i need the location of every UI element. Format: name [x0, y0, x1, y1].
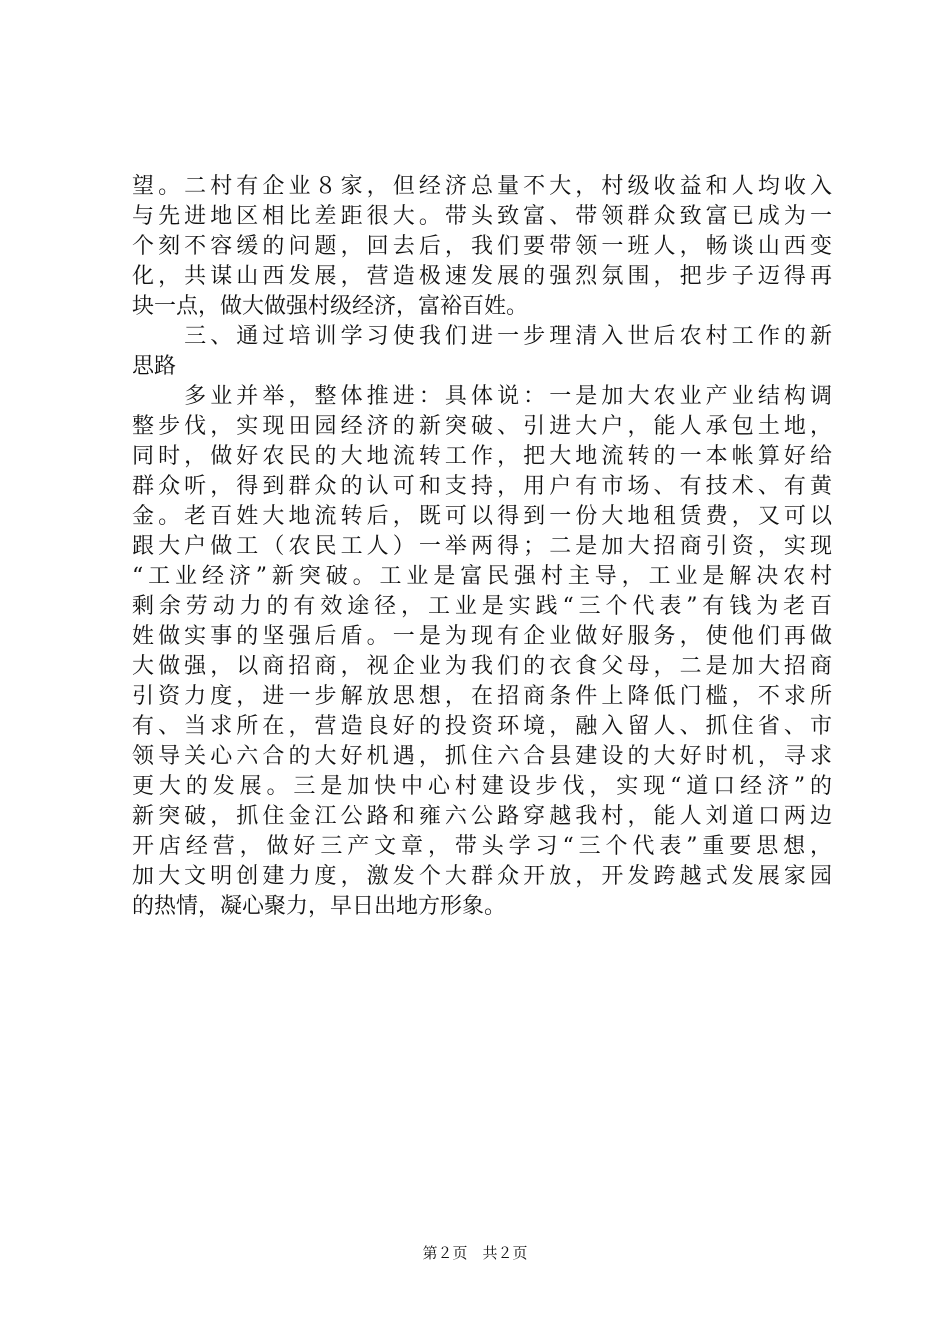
- text-line: 的热情，凝心聚力，早日出地方形象。: [132, 894, 507, 919]
- text-line: 领导关心六合的大好机遇，抓住六合县建设的大好时机，寻求: [132, 744, 832, 769]
- text-line: 望。二村有企业８家，但经济总量不大，村级收益和人均收入: [132, 174, 832, 199]
- text-line: 新突破，抓住金江公路和雍六公路穿越我村，能人刘道口两边: [132, 804, 832, 829]
- text-line: 剩余劳动力的有效途径，工业是实践“三个代表”有钱为老百: [132, 594, 832, 619]
- text-line: 开店经营，做好三产文章，带头学习“三个代表”重要思想，: [132, 834, 832, 859]
- text-line: “工业经济”新突破。工业是富民强村主导，工业是解决农村: [132, 564, 832, 589]
- text-line: 群众听，得到群众的认可和支持，用户有市场、有技术、有黄: [132, 474, 832, 499]
- body-text: [132, 172, 832, 922]
- text-line: 个刻不容缓的问题，回去后，我们要带领一班人，畅谈山西变: [132, 234, 832, 259]
- text-line: 多业并举，整体推进：具体说：一是加大农业产业结构调: [132, 384, 832, 409]
- section-heading-line: 三、通过培训学习使我们进一步理清入世后农村工作的新: [132, 324, 832, 349]
- text-line: 大做强，以商招商，视企业为我们的衣食父母，二是加大招商: [132, 654, 832, 679]
- text-line: 与先进地区相比差距很大。带头致富、带领群众致富已成为一: [132, 204, 832, 229]
- text-line: 跟大户做工（农民工人）一举两得；二是加大招商引资，实现: [132, 534, 832, 559]
- text-line: 姓做实事的坚强后盾。一是为现有企业做好服务，使他们再做: [132, 624, 832, 649]
- text-line: 引资力度，进一步解放思想，在招商条件上降低门槛，不求所: [132, 684, 832, 709]
- page-number-footer: 第２页 共２页: [422, 1244, 528, 1262]
- text-line: 整步伐，实现田园经济的新突破、引进大户，能人承包土地，: [132, 414, 832, 439]
- text-line: 有、当求所在，营造良好的投资环境，融入留人、抓住省、市: [132, 714, 832, 739]
- text-line: 加大文明创建力度，激发个大群众开放，开发跨越式发展家园: [132, 864, 832, 889]
- text-line: 更大的发展。三是加快中心村建设步伐，实现“道口经济”的: [132, 774, 832, 799]
- text-line: 块一点，做大做强村级经济，富裕百姓。: [132, 294, 529, 319]
- text-line: 化，共谋山西发展，营造极速发展的强烈氛围，把步子迈得再: [132, 264, 832, 289]
- text-line: 同时，做好农民的大地流转工作，把大地流转的一本帐算好给: [132, 444, 832, 469]
- section-heading-line: 思路: [132, 354, 177, 379]
- text-line: 金。老百姓大地流转后，既可以得到一份大地租赁费，又可以: [132, 504, 832, 529]
